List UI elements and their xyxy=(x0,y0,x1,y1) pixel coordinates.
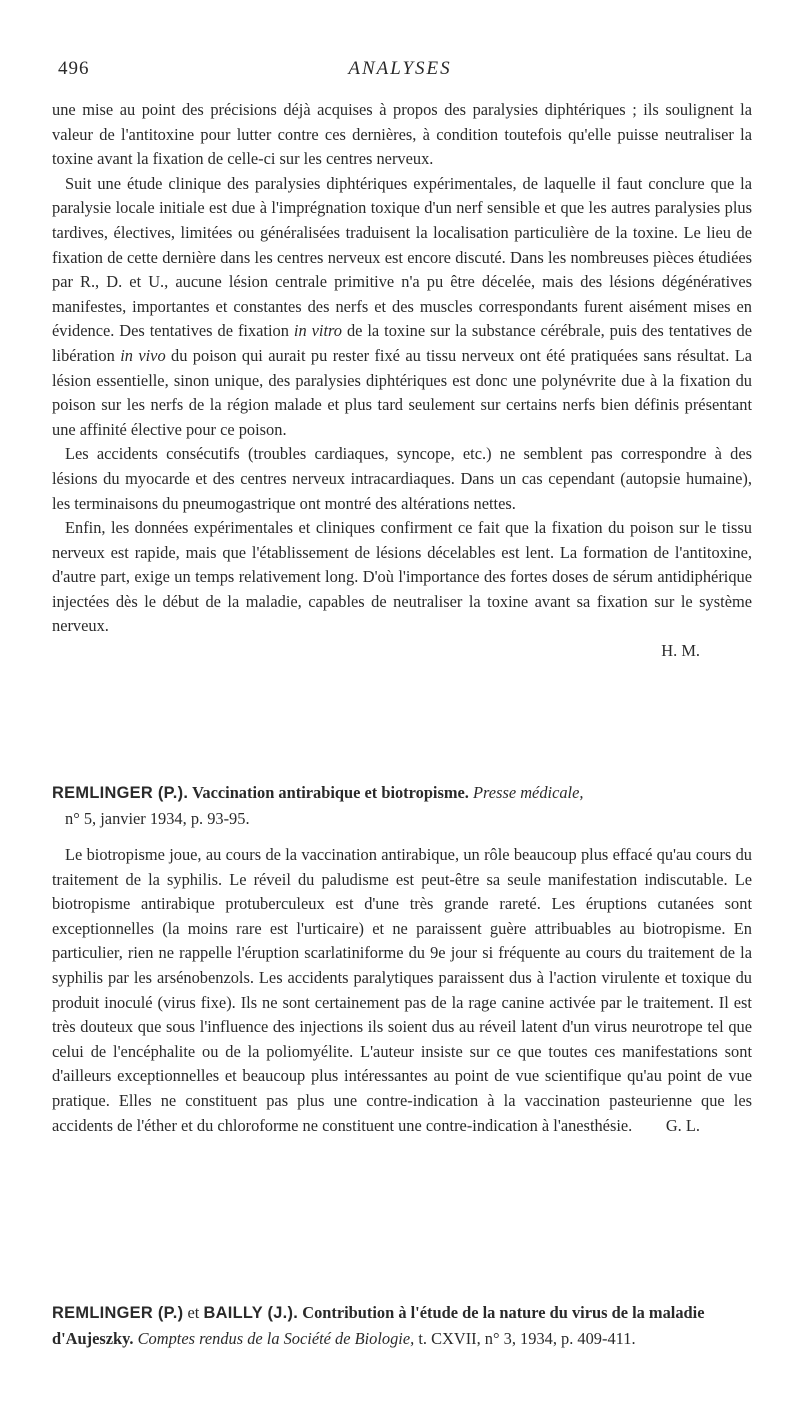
authors: REMLINGER (P.) xyxy=(52,1304,184,1322)
publication-details: t. CXVII, n° 3, 1934, p. 409-411. xyxy=(418,1329,636,1348)
signature: G. L. xyxy=(665,1115,700,1135)
paragraph-text: Le biotropisme joue, au cours de la vaccination antirabique, un rôle beaucoup plus effacé qu'au cours du traitement de la syphilis. Le réveil du paludisme est peut-être sa seule manifestation indiscutable. Le biotropisme antirabique protuberculeux est d'une très grande rareté. Les éruptions cutanées sont exceptionnelles (la moins rare est l'urticaire) et ne paraissent guère attribuables au biotropisme. En particulier, rien ne rappelle l'éruption scarlatiniforme du 9e jour si fréquente au cours du traitement de la syphilis par les arsénobenzols. Les accidents paralytiques paraissent dus à l'action virulente et toxique du produit inoculé (virus fixe). Ils ne sont certainement pas de la rage canine activée par le traitement. Il est très douteux que sous l'influence des injections ils soient dus au réveil latent d'un virus neurotrope tel que celui de l'encéphalite ou de la poliomyélite. L'auteur insiste sur ce que toutes ces manifestations sont d'ailleurs exceptionnelles et beaucoup plus intéressantes au point de vue scientifique qu'au point de vue pratique. Elles ne constituent pas plus une contre-indication à la vaccination pasteurienne que les accidents de l'éther et du chloroforme ne constituent une contre-indication à l'anesthésie. xyxy=(52,845,752,1135)
paragraph-text: Suit une étude clinique des paralysies diphtériques expérimentales, de laquelle il faut conclure que la paralysie locale initiale est due à l'imprégnation toxique d'un nerf sensible et que les autres paralysies plus tardives, électives, limitées ou généralisées traduisent la localisation particulière de la toxine. Le lieu de fixation de cette dernière dans les centres nerveux est encore discuté. Dans les nombreuses pièces étudiées par R., D. et U., aucune lésion centrale primitive n'a pu être décelée, mais des lésions dégénératives manifestes, importantes et constantes des nerfs et des muscles correspondants furent aisément mises en évidence. Des tentatives de fixation xyxy=(52,173,752,341)
authors: BAILLY (J.). xyxy=(203,1304,299,1322)
journal-name: Comptes rendus de la Société de Biologie, xyxy=(137,1329,415,1348)
signature: H. M. xyxy=(661,641,700,661)
analysis-block-1 xyxy=(52,98,752,663)
paragraph: une mise au point des précisions déjà acquises à propos des paralysies diphtériques ; ils soulignent la valeur de l'antitoxine pour lutter contre ces dernières, à condition toutefois qu'elle puisse neutraliser la toxine avant la fixation de celle-ci sur les centres nerveux. xyxy=(52,100,752,169)
page-number: 496 xyxy=(58,58,90,79)
paragraph xyxy=(52,172,752,443)
article-title: Contribution à l'étude de la nature du virus de la maladie d'Aujeszky. xyxy=(52,1303,705,1348)
authors: REMLINGER (P.). xyxy=(52,784,189,802)
latin-term: in vivo xyxy=(120,345,166,365)
analysis-block-2 xyxy=(52,780,752,1138)
conjunction: et xyxy=(187,1303,200,1322)
paragraph: Les accidents consécutifs (troubles cardiaques, syncope, etc.) ne semblent pas correspondre à des lésions du myocarde et des centres nerveux intracardiaques. Dans un cas cependant (autopsie humaine), les terminaisons du pneumogastrique ont montré des altérations nettes. xyxy=(52,444,752,513)
paragraph-text: de la toxine sur la substance cérébrale, puis des tentatives de libération xyxy=(52,321,752,365)
paragraph-text: du poison qui aurait pu rester fixé au tissu nerveux ont été pratiquées sans résultat. La lésion essentielle, sinon unique, des paralysies diphtériques est donc une polynévrite due à la fixation du poison sur les nerfs de la région malade et plus tard seulement sur certains nerfs bien définis présentant une affinité élective pour ce poison. xyxy=(52,345,752,439)
analysis-block-3 xyxy=(52,1300,752,1351)
publication-details: n° 5, janvier 1934, p. 93-95. xyxy=(65,809,250,828)
running-title: ANALYSES xyxy=(348,58,452,79)
article-title: Vaccination antirabique et biotropisme. xyxy=(192,783,469,802)
page-header xyxy=(52,58,748,86)
reference-heading xyxy=(52,1300,752,1351)
latin-term: in vitro xyxy=(293,321,342,341)
paragraph xyxy=(52,843,752,1138)
reference-heading xyxy=(52,780,752,831)
paragraph: Enfin, les données expérimentales et cliniques confirment ce fait que la fixation du poison sur le tissu nerveux est rapide, mais que l'établissement de lésions décelables est lent. La formation de l'antitoxine, d'autre part, exige un temps relativement long. D'où l'importance des fortes doses de sérum antidiphérique injectées dès le début de la maladie, capables de neutraliser la toxine avant sa fixation sur le système nerveux. xyxy=(52,518,752,636)
journal-name: Presse médicale, xyxy=(473,783,584,802)
